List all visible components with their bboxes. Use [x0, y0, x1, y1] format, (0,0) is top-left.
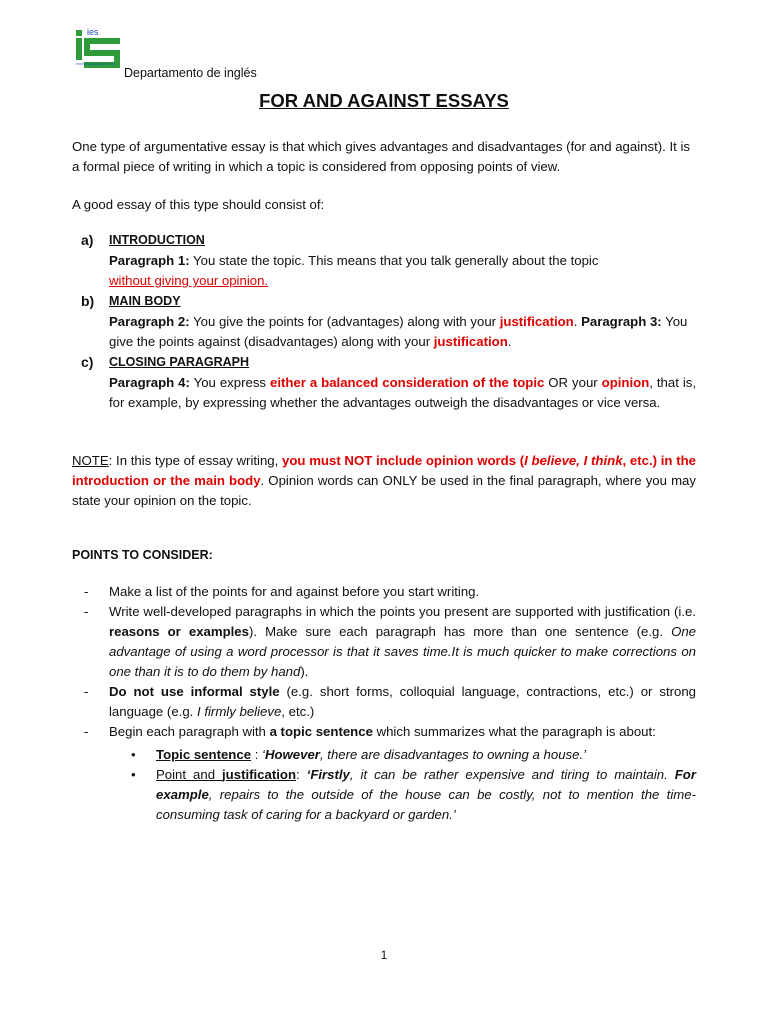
sub-item-topic-sentence: Topic sentence : ‘However, there are disadvantages to owning a house.’: [156, 747, 587, 762]
point-item-3: Do not use informal style (e.g. short forms, colloquial language, contractions, etc.) or strong language (e.g. I firmly believe, etc.): [109, 684, 697, 719]
section-c-letter: c): [81, 354, 94, 370]
no-opinion-text: without giving your opinion.: [109, 273, 269, 288]
page-title: FOR AND AGAINST ESSAYS: [259, 90, 509, 111]
point-item-1: Make a list of the points for and against before you start writing.: [109, 584, 480, 599]
school-logo: [76, 24, 124, 70]
intro-paragraph: One type of argumentative essay is that which gives advantages and disadvantages (for and against). It is a formal piece of writing in which a topic is considered from opposing points of view.: [72, 139, 690, 174]
department-label: Departamento de inglés: [124, 66, 257, 80]
dash-2: -: [84, 604, 89, 619]
note-paragraph: NOTE: In this type of essay writing, you must NOT include opinion words (I believe, I think, etc.) in the introduction or the main body. Opinion words can ONLY be used in the final paragraph, where you may state your opinion on the topic.: [72, 453, 696, 508]
points-heading: POINTS TO CONSIDER:: [72, 548, 213, 562]
section-a-body: Paragraph 1: You state the topic. This means that you talk generally about the topic without giving your opinion.: [109, 253, 599, 288]
section-c-body: Paragraph 4: You express either a balanced consideration of the topic OR your opinion, that is, for example, by expressing whether the advantages outweigh the disadvantages or vice versa.: [109, 375, 697, 410]
bullet-2: •: [131, 767, 136, 782]
paragraph-1-label: Paragraph 1:: [109, 253, 190, 268]
dash-4: -: [84, 724, 89, 739]
bullet-1: •: [131, 747, 136, 762]
dash-1: -: [84, 584, 89, 599]
note-label: NOTE: [72, 453, 109, 468]
section-a-heading: INTRODUCTION: [109, 233, 205, 247]
logo-caption: PORTA SINCHEZ BAUTISTA: [76, 62, 116, 66]
section-b-body: Paragraph 2: You give the points for (advantages) along with your justification. Paragraph 3: You give the points against (disadvantages) along with your justification.: [109, 314, 688, 349]
point-item-4: Begin each paragraph with a topic sentence which summarizes what the paragraph is about:: [109, 724, 656, 739]
section-a-letter: a): [81, 232, 94, 248]
point-item-2: Write well-developed paragraphs in which the points you present are supported with justification (i.e. reasons or examples). Make sure each paragraph has more than one sentence (e.g. One advantage of using a word processor is that it saves time.It is much quicker to make corrections on one than it is to do them by hand).: [109, 604, 696, 679]
section-c-heading: CLOSING PARAGRAPH: [109, 355, 250, 369]
dash-3: -: [84, 684, 89, 699]
section-b-heading: MAIN BODY: [109, 294, 181, 308]
section-b-letter: b): [81, 293, 95, 309]
page-number: 1: [380, 948, 388, 962]
sub-item-justification: Point and justification: ‘Firstly, it can be rather expensive and tiring to maintain. For example, repairs to the outside of the house can be costly, not to mention the time-consuming task of caring for a backyard or garden.’: [156, 767, 696, 822]
intro-consist: A good essay of this type should consist of:: [72, 197, 325, 212]
logo-text: ies: [87, 27, 99, 37]
